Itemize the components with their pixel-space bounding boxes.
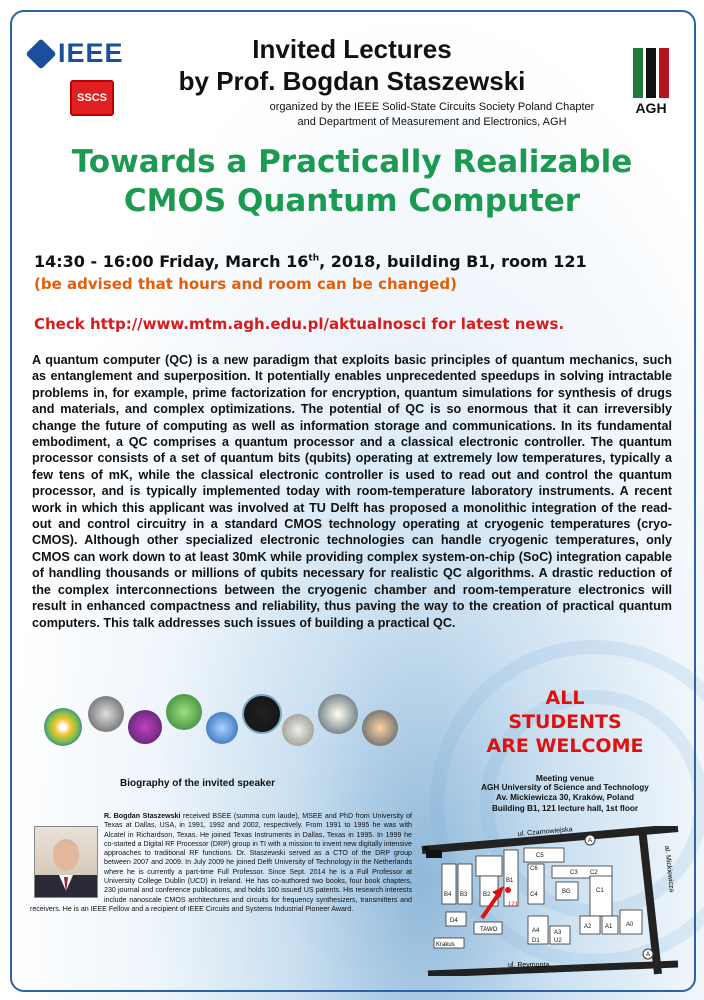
header-title-line1: Invited Lectures: [252, 34, 452, 64]
street-right-label: al. Mickiewicza: [663, 845, 675, 893]
venue-line3: Building B1, 121 lecture hall, 1st floor: [491, 803, 639, 813]
svg-text:A3: A3: [554, 930, 562, 936]
venue-line1: AGH University of Science and Technology: [481, 783, 649, 793]
organizer-line1: organized by the IEEE Solid-State Circuits Society Poland Chapter: [269, 101, 595, 113]
schedule-place: , 2018, building B1, room 121: [319, 252, 587, 271]
room-label: 121: [508, 902, 519, 908]
tawo-label: TAWO: [480, 927, 498, 933]
students-welcome: [460, 686, 670, 758]
street-bottom-label: ul. Reymonta: [508, 962, 550, 969]
die-photo: [282, 714, 314, 746]
svg-text:B1: B1: [506, 878, 514, 884]
venue-block: [440, 773, 690, 814]
people-photo: [362, 710, 398, 746]
svg-text:C1: C1: [596, 888, 604, 894]
sscs-logo-text: SSCS: [77, 92, 107, 104]
svg-text:BG: BG: [562, 889, 571, 895]
welcome-line3: ARE WELCOME: [486, 735, 644, 757]
svg-text:D4: D4: [450, 918, 458, 924]
chip-photo: [44, 708, 82, 746]
abstract-text: A quantum computer (QC) is a new paradigm that exploits basic principles of quantum mechanics, such as entanglement and superposition. It potentially enables unprecedented speedups in solving intractable problems in, for example, prime factorization for encryption, quantum simulations for synthesis of drugs and materials, and complex optimizations. The potential of QC is so enormous that it can irreversibly change the future of computing as well as information storage and communications. In its fundamental embodiment, a QC comprises a quantum processor and a classical electronic controller. The quantum processor consists of a set of quantum bits (qubits) operating at extremely low temperatures, typically a few tens of mK, while the classical electronic controller is used to read out and control the quantum processor, and is typically implemented today with room-temperature laboratory instruments. A recent work in which this applicant was involved at TU Delft has proposed a monolithic integration of the read-out and control circuitry in a standard CMOS technology operating at cryogenic temperatures (cryo-CMOS). Although other specialized electronic technologies can handle cryogenic temperatures, only CMOS can work down to at least 30mK while providing complex system-on-chip (SoC) integration capable of handling thousands or millions of qubits necessary for realistic QC algorithms. A drastic reduction of the complex interconnections between the cryogenic chamber and room-temperature electronics will result in enhanced compactness and reliability, thus paving the way to the creation of practical quantum computers. This talk addresses such issues of building a practical QC.: [32, 353, 672, 630]
svg-text:A0: A0: [626, 922, 634, 928]
svg-text:D1: D1: [532, 938, 540, 944]
circuit-photo: [206, 712, 238, 744]
krakus-label: Krakus: [436, 942, 455, 948]
image-strip: [44, 690, 414, 750]
svg-text:A1: A1: [605, 924, 613, 930]
biography-body: received BSEE (summa cum laude), MSEE and PhD from University of Texas at Dallas, USA, in 1991, 1992 and 2002, respectively. From 1991 to 1995 he was with Alcatel in Richardson, Texas. He joined Texas Instruments in Dallas, Texas in 1995. In 1999 he co-started a Digital RF Processor (DRP) group in TI with a mission to invent new digitally intensive approaches to traditional RF functions. Dr. Staszewski served as a CTO of the DRP group between 2007 and 2009. In July 2009 he joined Delft University of Technology in the Netherlands where he is currently a part-time Full Professor. Since Sept. 2014 he is a Full Professor at University College Dublin (UCD) in Ireland. He has co-authored two books, four book chapters, 230 journal and conference publications, and holds 160 issued US patents. His research interests include nanoscale CMOS architectures and circuits for frequency synthesizers, transmitters and receivers. He is an IEEE Fellow and a recipient of IEEE Circuits and Systems Industrial Pioneer Award.: [30, 812, 413, 913]
svg-text:C3: C3: [570, 870, 578, 876]
svg-text:A: A: [588, 838, 593, 844]
welcome-line2: STUDENTS: [508, 711, 622, 733]
speaker-portrait-icon: [35, 827, 97, 897]
talk-title-line1: Towards a Practically Realizable: [71, 144, 633, 180]
speaker-name: R. Bogdan Staszewski: [104, 812, 181, 820]
svg-text:B4: B4: [444, 892, 452, 898]
svg-text:C5: C5: [536, 853, 544, 859]
schedule-time: 14:30 - 16:00 Friday, March 16: [34, 252, 309, 271]
svg-text:B2: B2: [483, 892, 491, 898]
agh-logo-text: AGH: [635, 100, 667, 116]
speaker-photo: [34, 826, 98, 898]
cryostat-photo: [318, 694, 358, 734]
biography-heading: Biography of the invited speaker: [120, 778, 276, 789]
svg-text:C2: C2: [590, 870, 598, 876]
talk-title-line2: CMOS Quantum Computer: [123, 183, 581, 219]
processor-photo: [242, 694, 282, 734]
welcome-line1: ALL: [545, 687, 585, 709]
campus-map: [420, 826, 682, 976]
street-top-label: ul. Czarnowiejska: [517, 826, 573, 838]
schedule-advisory: (be advised that hours and room can be changed): [34, 275, 457, 293]
wafer-photo: [128, 710, 162, 744]
svg-text:A: A: [646, 952, 651, 958]
check-news-link[interactable]: Check http://www.mtm.agh.edu.pl/aktualnosci for latest news.: [34, 315, 565, 333]
board-photo: [166, 694, 202, 730]
svg-text:C4: C4: [530, 892, 538, 898]
street-reymonta: [428, 964, 678, 974]
venue-line2: Av. Mickiewicza 30, Kraków, Poland: [495, 793, 635, 803]
location-dot-icon: [505, 887, 511, 893]
venue-heading: Meeting venue: [535, 773, 595, 783]
schedule-line: [34, 252, 587, 271]
svg-text:U2: U2: [554, 938, 562, 944]
microscope-photo: [88, 696, 124, 732]
ieee-logo-text: IEEE: [58, 38, 124, 68]
schedule-date-suffix: th: [308, 253, 320, 264]
svg-text:C6: C6: [530, 866, 538, 872]
svg-text:A4: A4: [532, 928, 540, 934]
organizer-line2: and Department of Measurement and Electronics, AGH: [297, 116, 567, 128]
svg-text:A2: A2: [584, 924, 592, 930]
header-title-line2: by Prof. Bogdan Staszewski: [178, 66, 526, 96]
svg-text:B3: B3: [460, 892, 468, 898]
